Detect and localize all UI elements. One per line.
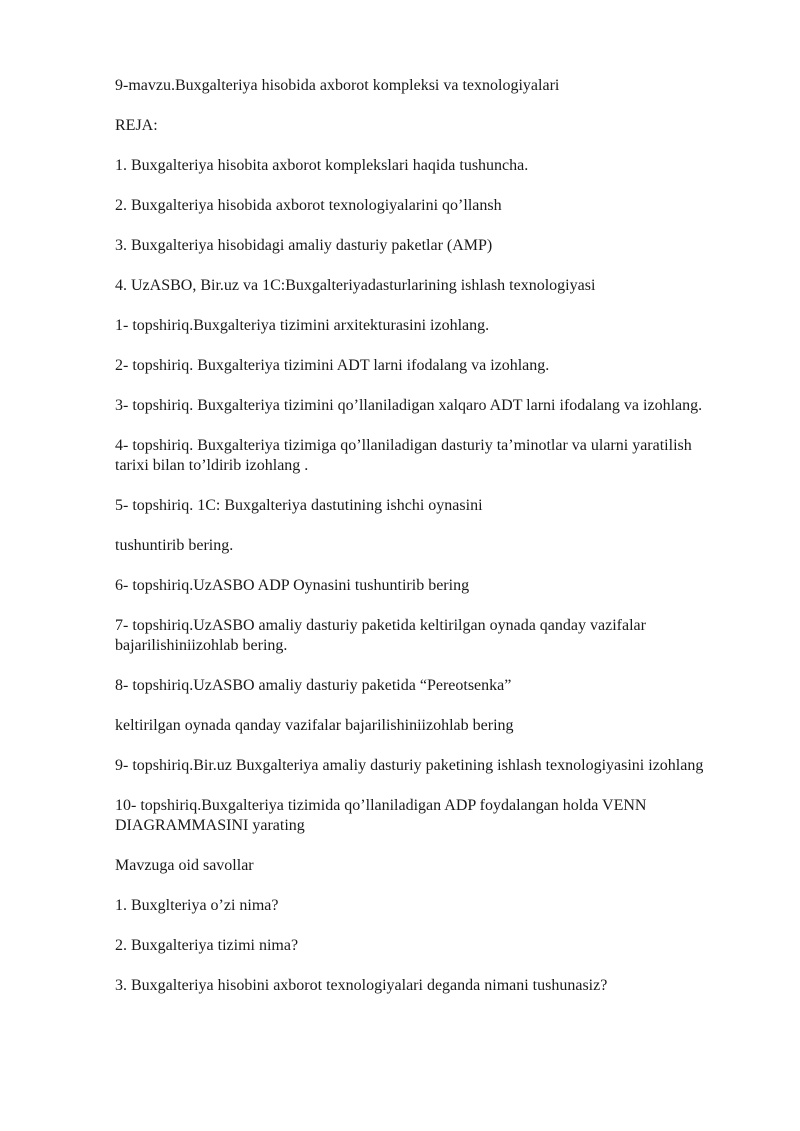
task-item: 10- topshiriq.Buxgalteriya tizimida qo’llaniladigan ADP foydalangan holda VENN DIAGRAMMASINI yarating [115, 797, 647, 834]
task-item: 2- topshiriq. Buxgalteriya tizimini ADT larni ifodalang va izohlang. [115, 357, 550, 374]
document-body [115, 76, 725, 1016]
document-title: 9-mavzu.Buxgalteriya hisobida axborot kompleksi va texnologiyalari [115, 77, 560, 94]
task-item: 9- topshiriq.Bir.uz Buxgalteriya amaliy dasturiy paketining ishlash texnologiyasini izohlang [115, 757, 704, 774]
task-item: tushuntirib bering. [115, 537, 234, 554]
task-item: 6- topshiriq.UzASBO ADP Oynasini tushuntirib bering [115, 577, 470, 594]
task-item: 7- topshiriq.UzASBO amaliy dasturiy paketida keltirilgan oynada qanday vazifalar bajarilishiniizohlab bering. [115, 617, 646, 654]
question-item: 3. Buxgalteriya hisobini axborot texnologiyalari deganda nimani tushunasiz? [115, 977, 608, 994]
plan-item: 3. Buxgalteriya hisobidagi amaliy dasturiy paketlar (AMP) [115, 237, 493, 254]
task-item: 4- topshiriq. Buxgalteriya tizimiga qo’llaniladigan dasturiy ta’minotlar va ularni yaratilish tarixi bilan to’ldirib izohlang . [115, 437, 692, 474]
question-item: 2. Buxgalteriya tizimi nima? [115, 937, 299, 954]
plan-heading: REJA: [115, 117, 158, 134]
task-item: keltirilgan oynada qanday vazifalar bajarilishiniizohlab bering [115, 717, 514, 734]
task-item: 5- topshiriq. 1C: Buxgalteriya dastutining ishchi oynasini [115, 497, 483, 514]
task-item: 3- topshiriq. Buxgalteriya tizimini qo’llaniladigan xalqaro ADT larni ifodalang va izohlang. [115, 397, 703, 414]
task-item: 1- topshiriq.Buxgalteriya tizimini arxitekturasini izohlang. [115, 317, 490, 334]
plan-item: 4. UzASBO, Bir.uz va 1C:Buxgalteriyadasturlarining ishlash texnologiyasi [115, 277, 596, 294]
questions-heading: Mavzuga oid savollar [115, 857, 254, 874]
question-item: 1. Buxglteriya o’zi nima? [115, 897, 279, 914]
plan-item: 1. Buxgalteriya hisobita axborot komplekslari haqida tushuncha. [115, 157, 529, 174]
task-item: 8- topshiriq.UzASBO amaliy dasturiy paketida “Pereotsenka” [115, 677, 512, 694]
plan-item: 2. Buxgalteriya hisobida axborot texnologiyalarini qo’llansh [115, 197, 502, 214]
